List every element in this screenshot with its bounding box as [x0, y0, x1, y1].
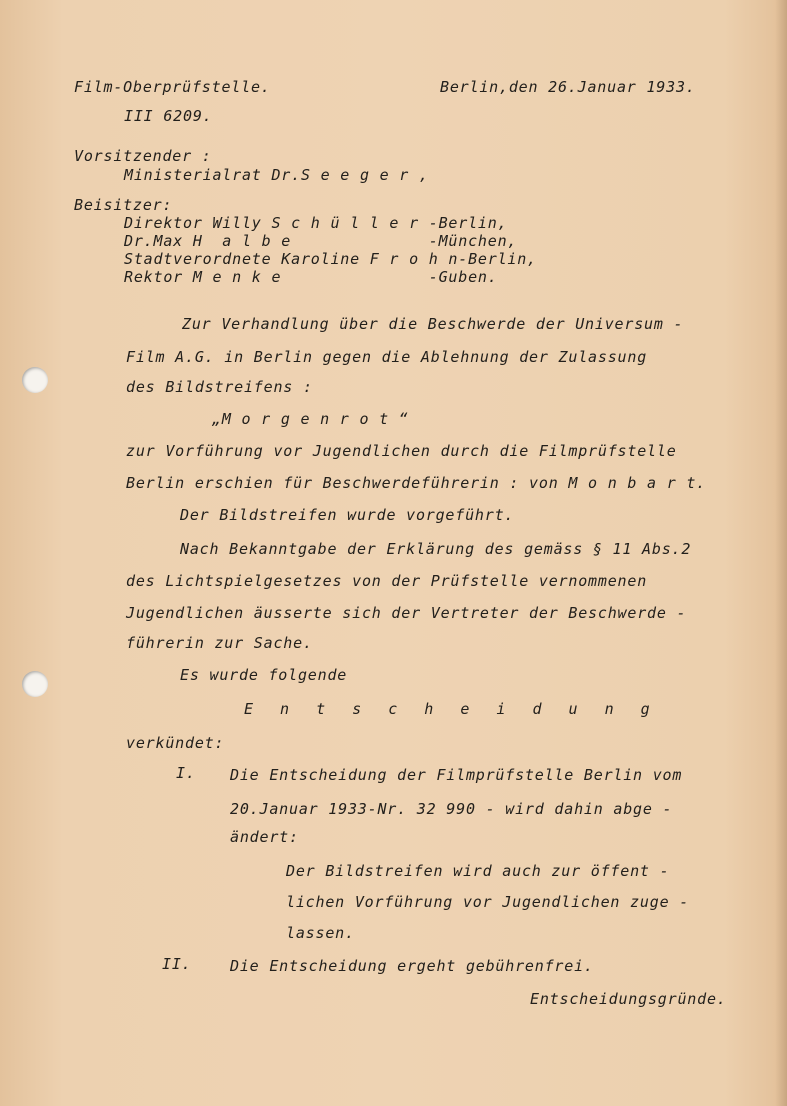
decision-heading: E n t s c h e i d u n g: [244, 700, 659, 718]
assessor-line-1: Direktor Willy S c h ü l l e r -Berlin,: [124, 214, 508, 232]
paper-edge-shadow: [775, 0, 787, 1106]
body-line: Film A.G. in Berlin gegen die Ablehnung der Zulassung: [126, 348, 648, 366]
punch-hole-top: [22, 367, 48, 393]
punch-hole-bottom: [22, 671, 48, 697]
ruling-line: 20.Januar 1933-Nr. 32 990 - wird dahin abge -: [230, 800, 673, 818]
ruling-1-number: I.: [176, 764, 196, 782]
ruling-quote-line: lichen Vorführung vor Jugendlichen zuge -: [286, 893, 690, 911]
assessor-line-4: Rektor M e n k e -Guben.: [124, 268, 498, 286]
body-line: Es wurde folgende: [180, 666, 348, 684]
office-name: Film-Oberprüfstelle.: [74, 78, 271, 96]
assessor-line-2: Dr.Max H a l b e -München,: [124, 232, 518, 250]
date-line: Berlin,den 26.Januar 1933.: [440, 78, 696, 96]
ruling-line: ändert:: [230, 828, 299, 846]
body-line: führerin zur Sache.: [126, 634, 313, 652]
announced-label: verkündet:: [126, 734, 225, 752]
assessors-label: Beisitzer:: [74, 196, 173, 214]
chair-name: Ministerialrat Dr.S e e g e r ,: [124, 166, 429, 184]
body-line: Der Bildstreifen wurde vorgeführt.: [180, 506, 515, 524]
body-line: Zur Verhandlung über die Beschwerde der Universum -: [182, 315, 684, 333]
body-line: des Lichtspielgesetzes von der Prüfstelle vernommenen: [126, 572, 648, 590]
film-title: „M o r g e n r o t “: [212, 410, 409, 428]
body-line: Berlin erschien für Beschwerdeführerin : von M o n b a r t.: [126, 474, 707, 492]
ruling-line: Die Entscheidung ergeht gebührenfrei.: [230, 957, 594, 975]
file-number: III 6209.: [124, 107, 213, 125]
assessor-line-3: Stadtverordnete Karoline F r o h n-Berlin,: [124, 250, 537, 268]
body-line: zur Vorführung vor Jugendlichen durch die Filmprüfstelle: [126, 442, 677, 460]
ruling-quote-line: Der Bildstreifen wird auch zur öffent -: [286, 862, 670, 880]
body-line: Nach Bekanntgabe der Erklärung des gemäss § 11 Abs.2: [180, 540, 692, 558]
body-line: des Bildstreifens :: [126, 378, 313, 396]
ruling-2-number: II.: [162, 955, 192, 973]
chair-label: Vorsitzender :: [74, 147, 212, 165]
ruling-line: Die Entscheidung der Filmprüfstelle Berlin vom: [230, 766, 683, 784]
reasons-heading: Entscheidungsgründe.: [530, 990, 727, 1008]
body-line: Jugendlichen äusserte sich der Vertreter der Beschwerde -: [126, 604, 687, 622]
ruling-quote-line: lassen.: [286, 924, 355, 942]
